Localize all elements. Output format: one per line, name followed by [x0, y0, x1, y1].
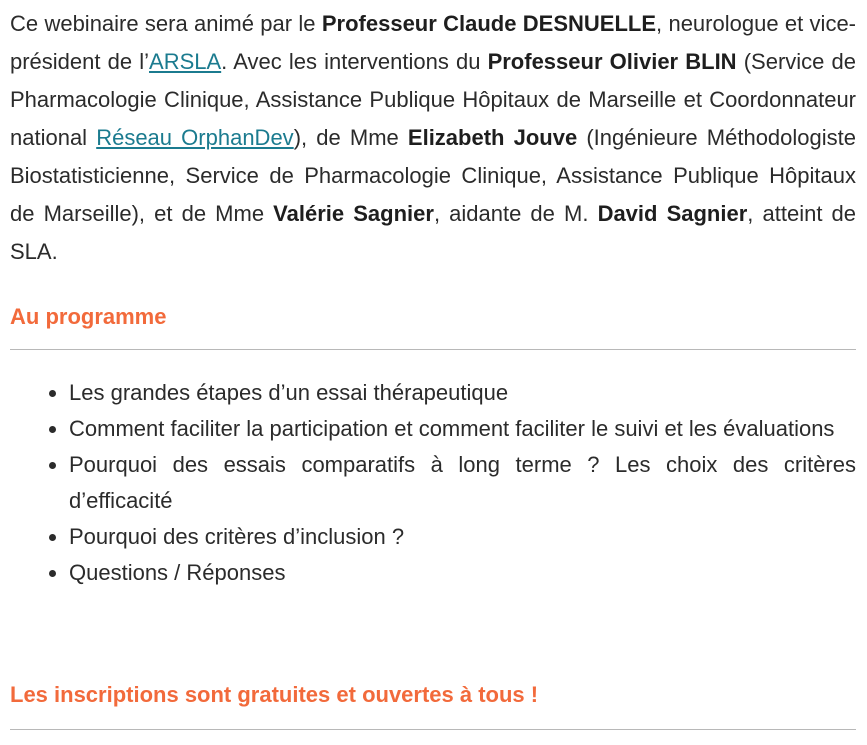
- speaker-name: Professeur Claude DESNUELLE: [321, 11, 657, 36]
- section-divider: [10, 349, 856, 350]
- speaker-name: Elizabeth Jouve: [407, 125, 578, 150]
- orphandev-link[interactable]: Réseau OrphanDev: [96, 125, 294, 150]
- section-divider: [10, 729, 856, 730]
- intro-text: , aidante de M.: [433, 201, 598, 226]
- speaker-name: Valérie Sagnier: [273, 201, 434, 226]
- program-heading: Au programme: [10, 304, 167, 329]
- speaker-name: Professeur Olivier BLIN: [487, 49, 737, 74]
- list-item: • Les grandes étapes d’un essai thérapeutique: [69, 375, 856, 411]
- intro-text: (Ingénieure Méthodologiste Biostatisticienne, Service de Pharmacologie Clinique, Assistance Publique Hôpitaux de Marseille), et de Mme: [10, 125, 856, 226]
- speaker-name: David Sagnier: [597, 201, 748, 226]
- signup-heading: Les inscriptions sont gratuites et ouvertes à tous !: [10, 682, 539, 707]
- intro-text: (Service de Pharmacologie Clinique, Assistance Publique Hôpitaux de Marseille et Coordonnateur national: [10, 49, 856, 150]
- list-item: • Pourquoi des essais comparatifs à long terme ? Les choix des critères d’efficacité: [69, 447, 856, 519]
- list-item: • Questions / Réponses: [69, 555, 856, 591]
- arsla-link[interactable]: ARSLA: [149, 49, 222, 74]
- intro-text: Ce webinaire sera animé par le: [10, 11, 322, 36]
- intro-text: . Avec les interventions du: [221, 49, 488, 74]
- intro-text: , neurologue et vice-président de l’: [10, 11, 857, 74]
- program-list: [10, 375, 856, 591]
- intro-text: , atteint de SLA.: [10, 201, 857, 264]
- list-item: • Pourquoi des critères d’inclusion ?: [69, 519, 856, 555]
- intro-text: ), de Mme: [293, 125, 408, 150]
- list-item: • Comment faciliter la participation et comment faciliter le suivi et les évaluations: [69, 411, 856, 447]
- intro-paragraph: [10, 0, 856, 271]
